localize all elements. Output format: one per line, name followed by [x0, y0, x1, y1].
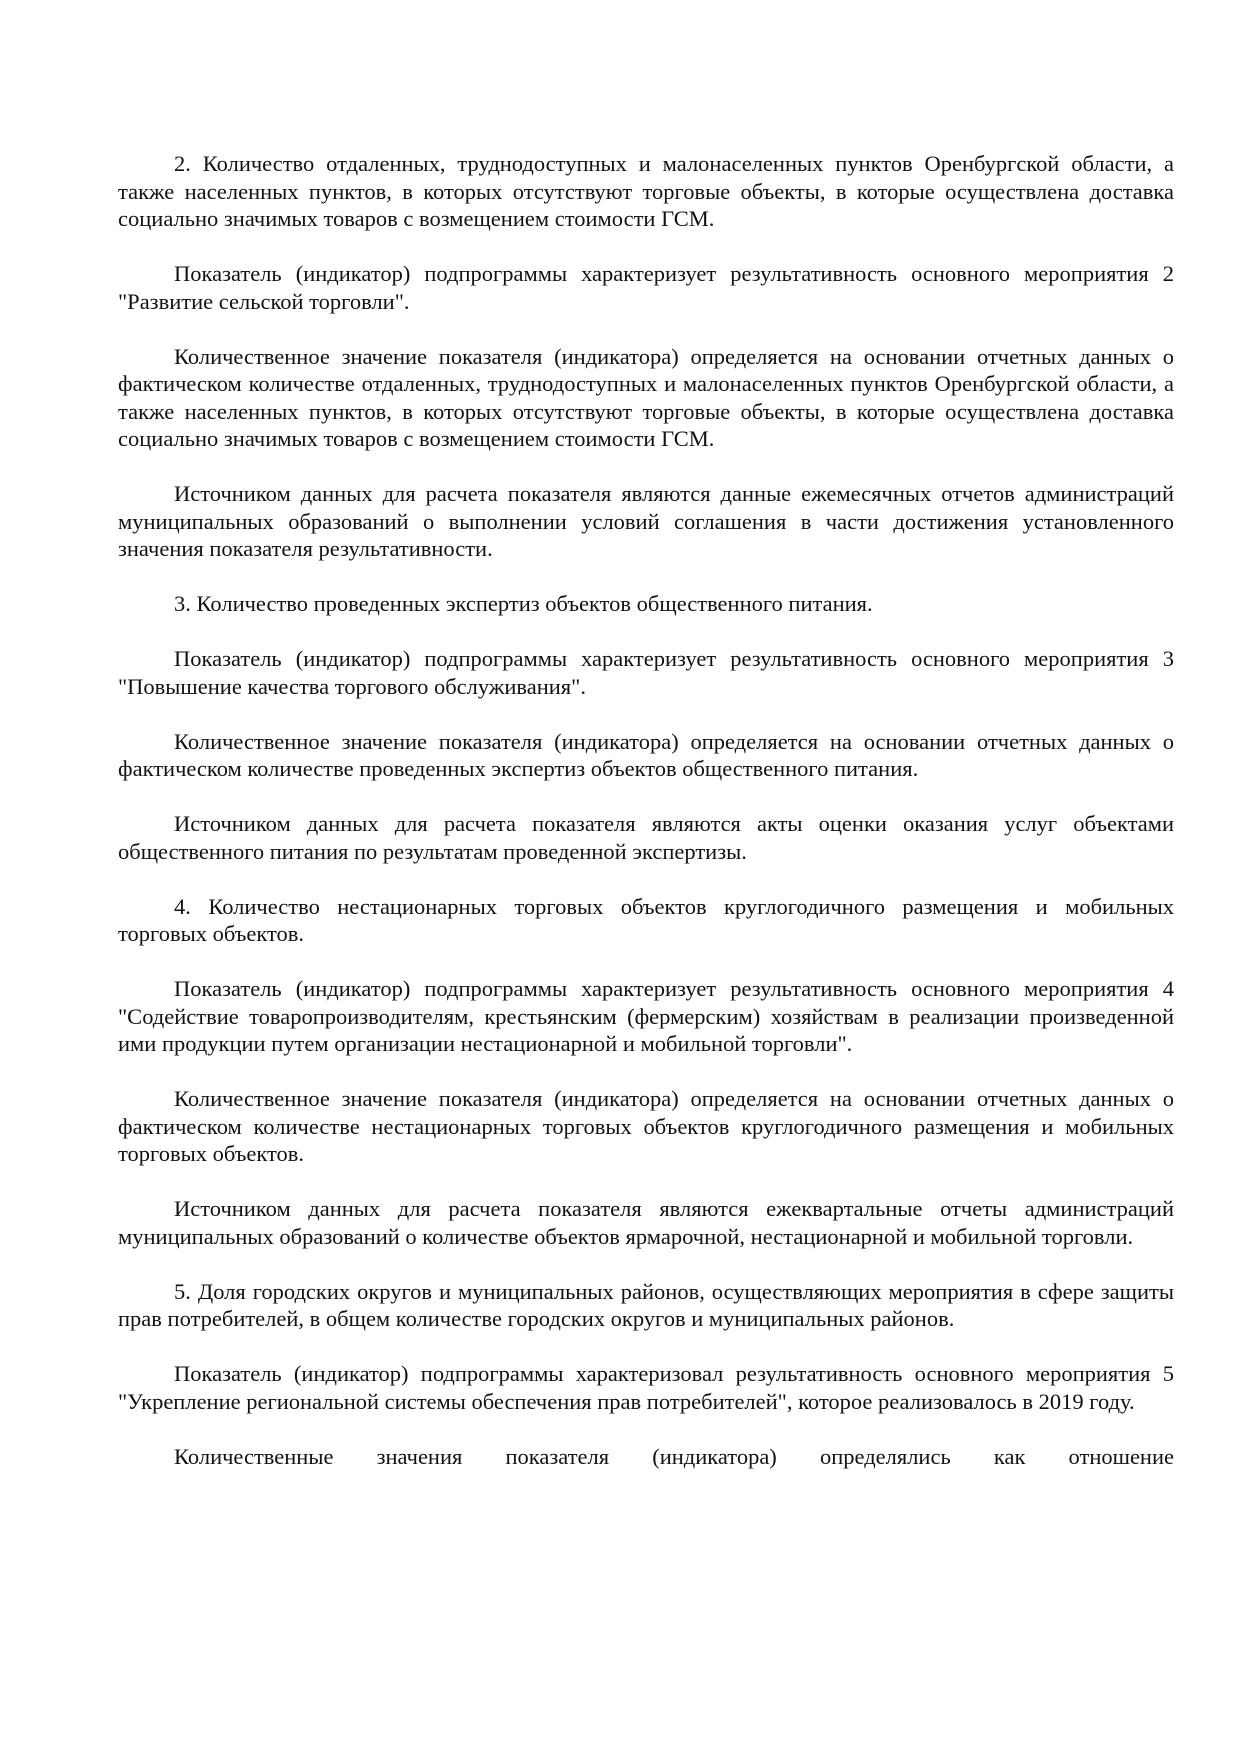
indicator-2-heading: 2. Количество отдаленных, труднодоступных и малонаселенных пунктов Оренбургской области, а также населенных пунктов, в которых отсутствуют торговые объекты, в которые осуществлена доставка социально значимых товаров с возмещением стоимости ГСМ.: [118, 151, 1174, 231]
indicator-4-description: Показатель (индикатор) подпрограммы характеризует результативность основного мероприятия 4 "Содействие товаропроизводителям, крестьянским (фермерским) хозяйствам в реализации произведенной ими продукции путем организации нестационарной и мобильной торговли".: [118, 976, 1174, 1056]
indicator-3-heading: 3. Количество проведенных экспертиз объектов общественного питания.: [174, 591, 873, 616]
document-page: [118, 150, 1174, 1470]
indicator-2-data-source: Источником данных для расчета показателя являются данные ежемесячных отчетов администраций муниципальных образований о выполнении условий соглашения в части достижения установленного значения показателя результативности.: [118, 481, 1174, 561]
indicator-4-data-source: Источником данных для расчета показателя являются ежеквартальные отчеты администраций муниципальных образований о количестве объектов ярмарочной, нестационарной и мобильной торговли.: [118, 1196, 1174, 1249]
indicator-4-calculation: Количественное значение показателя (индикатора) определяется на основании отчетных данных о фактическом количестве нестационарных торговых объектов круглогодичного размещения и мобильных торговых объектов.: [118, 1086, 1174, 1166]
indicator-5-calculation: Количественные значения показателя (индикатора) определялись как отношение: [174, 1443, 1174, 1469]
indicator-5-heading: 5. Доля городских округов и муниципальных районов, осуществляющих мероприятия в сфере защиты прав потребителей, в общем количестве городских округов и муниципальных районов.: [118, 1278, 1174, 1331]
indicator-4-heading: 4. Количество нестационарных торговых объектов круглогодичного размещения и мобильных торговых объектов.: [118, 893, 1174, 946]
indicator-2-description: Показатель (индикатор) подпрограммы характеризует результативность основного мероприятия 2 "Развитие сельской торговли".: [118, 261, 1174, 314]
indicator-3-description: Показатель (индикатор) подпрограммы характеризует результативность основного мероприятия 3 "Повышение качества торгового обслуживания".: [118, 646, 1174, 699]
indicator-3-calculation: Количественное значение показателя (индикатора) определяется на основании отчетных данных о фактическом количестве проведенных экспертиз объектов общественного питания.: [118, 728, 1174, 781]
indicator-2-calculation: Количественное значение показателя (индикатора) определяется на основании отчетных данных о фактическом количестве отдаленных, труднодоступных и малонаселенных пунктов Оренбургской области, а также населенных пунктов, в которых отсутствуют торговые объекты, в которые осуществлена доставка социально значимых товаров с возмещением стоимости ГСМ.: [118, 343, 1174, 451]
indicator-5-description: Показатель (индикатор) подпрограммы характеризовал результативность основного мероприятия 5 "Укрепление региональной системы обеспечения прав потребителей", которое реализовалось в 2019 году.: [118, 1361, 1174, 1414]
indicator-3-data-source: Источником данных для расчета показателя являются акты оценки оказания услуг объектами общественного питания по результатам проведенной экспертизы.: [118, 811, 1174, 864]
